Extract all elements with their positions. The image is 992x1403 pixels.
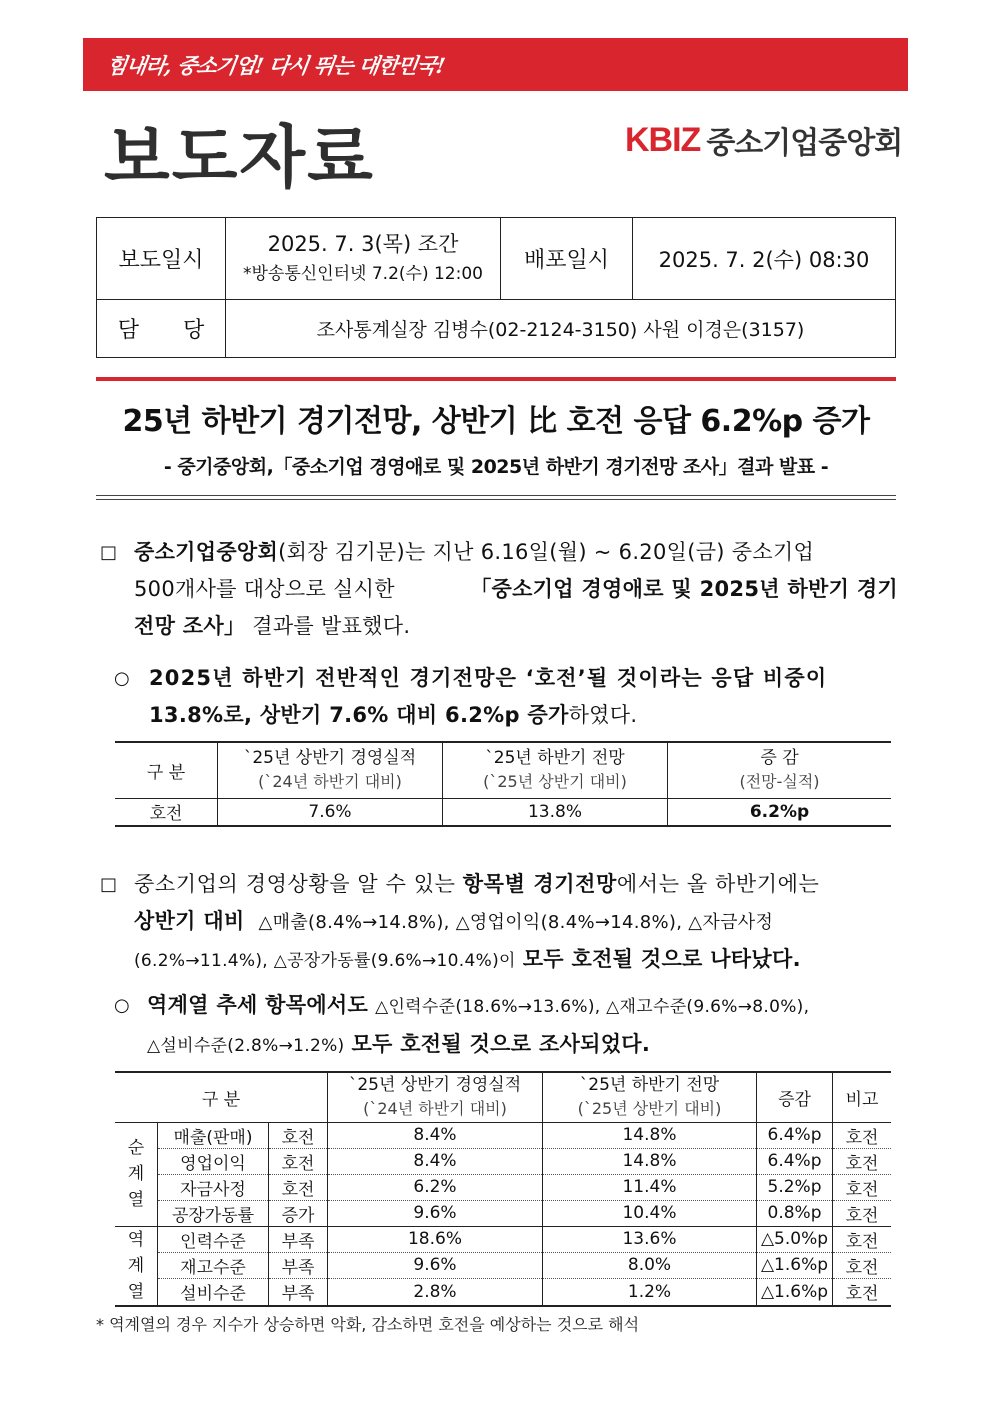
t2-header-note: 비고 (833, 1072, 892, 1122)
para1-line1 (134, 534, 898, 571)
t2-item: 자금사정 (158, 1174, 269, 1200)
t2-header-h2-sub: (`25년 상반기 대비) (577, 1099, 722, 1119)
t1-header-h1 (218, 742, 443, 798)
paragraph-3 (134, 866, 898, 980)
t2-item: 영업이익 (158, 1148, 269, 1174)
t2-group-reverse (115, 1226, 158, 1306)
contact-info: 조사통계실장 김병수(02-2124-3150) 사원 이경은(3157) (226, 300, 896, 358)
t2-basis: 호전 (269, 1122, 328, 1148)
t2-note: 호전 (833, 1252, 892, 1278)
t2-group-forward (115, 1122, 158, 1226)
t2-group-forward-char: 열 (127, 1190, 145, 1210)
t2-change: 0.8%p (757, 1200, 833, 1226)
red-divider (96, 377, 896, 381)
t2-header-h1 (328, 1072, 543, 1122)
t2-note: 호전 (833, 1122, 892, 1148)
para3-line3-b: 모두 호전될 것으로 나타났다. (522, 947, 801, 971)
t2-header-change: 증감 (757, 1072, 833, 1122)
t1-header-category: 구 분 (115, 742, 218, 798)
t1-header-h1-sub: (`24년 하반기 대비) (258, 772, 402, 792)
para3-line1-b: 항목별 경기전망 (462, 872, 617, 896)
para3-line2 (134, 903, 898, 941)
t2-item: 공장가동률 (158, 1200, 269, 1226)
para2-line1: 2025년 하반기 전반적인 경기전망은 ‘호전’될 것이라는 응답 비중이 (149, 666, 828, 690)
t2-h2: 1.2% (543, 1279, 757, 1306)
t2-h1: 6.2% (328, 1174, 543, 1200)
t2-change: △5.0%p (757, 1226, 833, 1252)
t2-change: △1.6%p (757, 1279, 833, 1306)
para2-line2-bold: 13.8%로, 상반기 7.6% 대비 6.2%p 증가 (149, 703, 569, 727)
t2-group-forward-char: 순 (127, 1138, 145, 1158)
t2-header-h1-sub: (`24년 하반기 대비) (363, 1099, 507, 1119)
circle-bullet-2: ○ (114, 995, 130, 1016)
para3-line1-a: 중소기업의 경영상황을 알 수 있는 (134, 872, 456, 896)
slogan-banner (83, 38, 908, 91)
t2-h1: 9.6% (328, 1200, 543, 1226)
release-date: 2025. 7. 3(목) 조간 (267, 231, 459, 256)
t1-row-h1: 7.6% (218, 798, 443, 826)
t2-group-forward-char: 계 (127, 1164, 145, 1184)
subheadline: - 중기중앙회,「중소기업 경영애로 및 2025년 하반기 경기전망 조사」결과 발표 - (163, 456, 829, 478)
t2-header-h2 (543, 1072, 757, 1122)
para1-survey-b: 전망 조사」 (134, 614, 246, 638)
t1-header-h1-title: `25년 상반기 경영실적 (243, 748, 417, 769)
double-divider (96, 495, 896, 500)
t2-basis: 호전 (269, 1148, 328, 1174)
t2-h2: 13.6% (543, 1226, 757, 1252)
logo-org-name: 중소기업중앙회 (706, 126, 903, 161)
t2-note: 호전 (833, 1200, 892, 1226)
t2-basis: 부족 (269, 1226, 328, 1252)
para1-text2: 500개사를 대상으로 실시한 (134, 577, 395, 601)
para1-text1: (회장 김기문)는 지난 6.16일(월) ~ 6.20일(금) 중소기업 (278, 540, 815, 564)
t1-header-h2-title: `25년 하반기 전망 (485, 748, 625, 769)
t2-group-reverse-char: 계 (127, 1255, 145, 1276)
t2-group-reverse-char: 열 (127, 1281, 145, 1302)
t2-h1: 2.8% (328, 1279, 543, 1306)
t2-change: 5.2%p (757, 1174, 833, 1200)
t1-row-label: 호전 (115, 798, 218, 826)
t2-basis: 부족 (269, 1252, 328, 1278)
paragraph-4 (147, 987, 898, 1065)
release-note: *방송통신인터넷 7.2(수) 12:00 (243, 263, 483, 284)
headline: 25년 하반기 경기전망, 상반기 比 호전 응답 6.2%p 증가 (122, 404, 870, 439)
para3-line1 (134, 866, 898, 903)
t2-item: 설비수준 (158, 1279, 269, 1306)
t2-item: 재고수준 (158, 1252, 269, 1278)
square-bullet-1: □ (100, 542, 118, 563)
t2-h1: 8.4% (328, 1122, 543, 1148)
para3-line3-a: (6.2%→11.4%), △공장가동률(9.6%→10.4%)이 (134, 951, 516, 971)
t1-header-change (668, 742, 892, 798)
t2-change: 6.4%p (757, 1148, 833, 1174)
t2-header-category: 구 분 (115, 1072, 328, 1122)
logo-kbiz-mark: KBIZ (625, 120, 701, 159)
contact-label: 담 당 (97, 300, 226, 358)
paragraph-2 (149, 660, 898, 734)
para4-line1 (147, 987, 898, 1026)
t1-header-h2-sub: (`25년 상반기 대비) (483, 772, 627, 792)
t2-h1: 8.4% (328, 1148, 543, 1174)
para3-line2-b: △매출(8.4%→14.8%), △영업이익(8.4%→14.8%), △자금사정 (258, 912, 774, 933)
para4-line2-b: 모두 호전될 것으로 조사되었다. (351, 1032, 651, 1056)
t2-h1: 9.6% (328, 1252, 543, 1278)
t2-h2: 10.4% (543, 1200, 757, 1226)
para1-line2 (134, 571, 898, 608)
t2-change: 6.4%p (757, 1122, 833, 1148)
para1-survey-a: 「중소기업 경영애로 및 2025년 하반기 경기 (470, 577, 898, 601)
kbiz-logo (625, 118, 902, 162)
t2-h2: 11.4% (543, 1174, 757, 1200)
t1-header-change-title: 증 감 (760, 748, 799, 769)
square-bullet-2: □ (100, 874, 118, 895)
distribute-date: 2025. 7. 2(수) 08:30 (633, 218, 896, 300)
para4-line1-b: △인력수준(18.6%→13.6%), △재고수준(9.6%→8.0%), (375, 997, 810, 1017)
para3-line1-c: 에서는 올 하반기에는 (616, 872, 820, 896)
para3-line3 (134, 941, 898, 980)
t1-header-change-sub: (전망-실적) (739, 772, 820, 792)
release-info-table (96, 217, 896, 358)
slogan-text: 힘내라, 중소기업! 다시 뛰는 대한민국! (105, 53, 446, 78)
outlook-summary-table (115, 741, 891, 827)
t2-item: 매출(판매) (158, 1122, 269, 1148)
para2-line2-rest: 하였다. (568, 703, 638, 727)
t2-note: 호전 (833, 1148, 892, 1174)
t2-header-h2-title: `25년 하반기 전망 (579, 1075, 720, 1096)
distribute-label: 배포일시 (501, 218, 633, 300)
para1-org: 중소기업중앙회 (134, 540, 279, 564)
t2-basis: 호전 (269, 1174, 328, 1200)
t2-note: 호전 (833, 1279, 892, 1306)
para1-text3: 결과를 발표했다. (252, 614, 411, 638)
circle-bullet-1: ○ (114, 668, 130, 689)
release-label: 보도일시 (97, 218, 226, 300)
para1-line3 (134, 608, 898, 645)
t2-h2: 14.8% (543, 1148, 757, 1174)
t2-header-h1-title: `25년 상반기 경영실적 (348, 1075, 522, 1096)
doc-title: 보도자료 (104, 119, 375, 198)
para2-line2 (149, 697, 898, 734)
t2-h2: 14.8% (543, 1122, 757, 1148)
t2-h2: 8.0% (543, 1252, 757, 1278)
release-date-cell (226, 218, 501, 300)
para4-line2 (147, 1026, 898, 1065)
para4-line1-a: 역계열 추세 항목에서도 (147, 993, 369, 1017)
para4-line2-a: △설비수준(2.8%→1.2%) (147, 1036, 345, 1056)
item-outlook-table (115, 1071, 891, 1307)
t1-row-h2: 13.8% (443, 798, 668, 826)
paragraph-1 (134, 534, 898, 645)
t2-group-reverse-char: 역 (127, 1229, 145, 1250)
t2-basis: 증가 (269, 1200, 328, 1226)
t1-header-h2 (443, 742, 668, 798)
t2-note: 호전 (833, 1174, 892, 1200)
para3-line2-a: 상반기 대비 (134, 909, 245, 933)
footnote: * 역계열의 경우 지수가 상승하면 악화, 감소하면 호전을 예상하는 것으로 해석 (96, 1315, 640, 1334)
t2-note: 호전 (833, 1226, 892, 1252)
t2-item: 인력수준 (158, 1226, 269, 1252)
t2-change: △1.6%p (757, 1252, 833, 1278)
t1-row-change: 6.2%p (668, 798, 892, 826)
t2-basis: 부족 (269, 1279, 328, 1306)
t2-h1: 18.6% (328, 1226, 543, 1252)
